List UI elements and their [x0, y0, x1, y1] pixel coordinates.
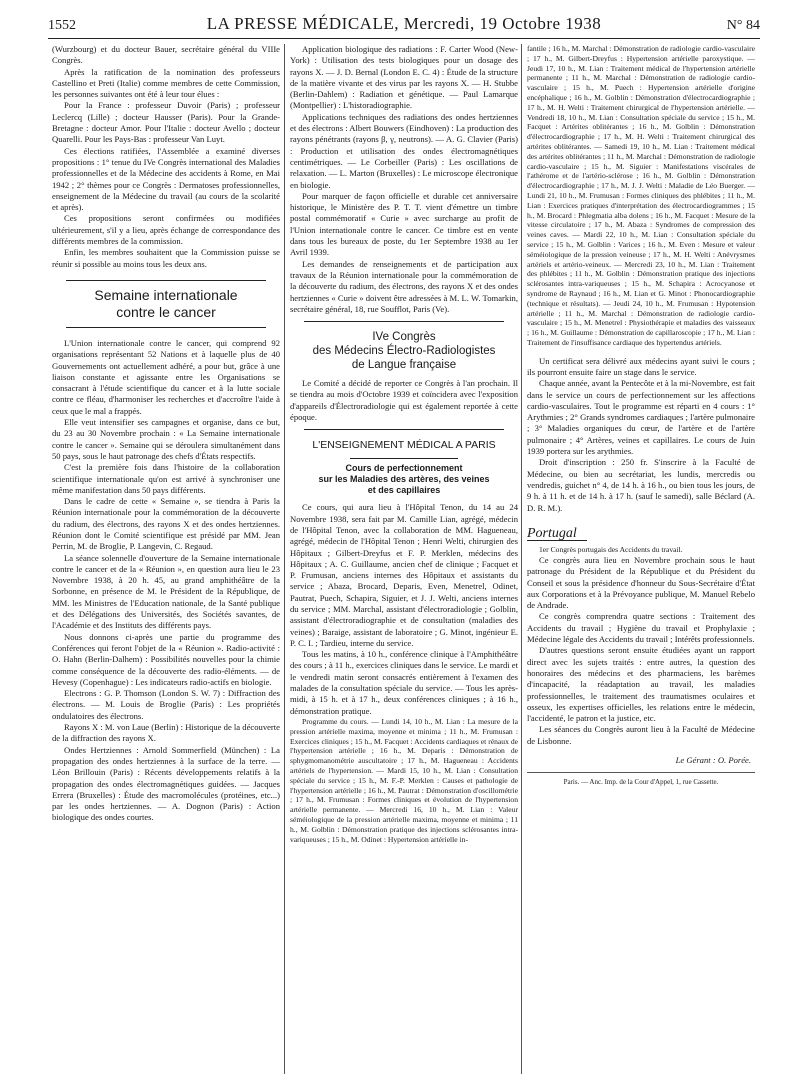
column-divider [521, 44, 522, 1074]
paragraph: Ces propositions seront confirmées ou modifiées ultérieurement, s'il y a lieu, après échange de correspondance des différents membres de la commission. [52, 213, 280, 247]
paragraph: La séance solennelle d'ouverture de la Semaine internationale contre le cancer et de la « Réunion », en question aura lieu le 23 Novembre 1938, à 20 h. 45, au grand amphithéâtre de la Sorbonne, en présence de M. le Président de la République, de MM. les Ministres de l'Education nationale, de la Santé publique et des Délégations des Universités, des Sociétés savantes, de l'Académie et des Instituts des différents pays. [52, 552, 280, 631]
paragraph: Chaque année, avant la Pentecôte et à la mi-Novembre, est fait dans le service un cours de perfectionnement sur les affections cardio-vasculaires. Tout le programme est réparti en 4 cours : 1° Arythmies ; 2° Grands syndromes cardiaques ; l'artère pulmonaire ; 3° Maladies organiques du cœur, de l'artère et de l'artère pulmonaire ; 4° Artères, veines et capillaires. Le cours de Juin 1939 portera sur les arythmies. [527, 378, 755, 457]
paragraph: Ce cours, qui aura lieu à l'Hôpital Tenon, du 14 au 24 Novembre 1938, sera fait par M. Camille Lian, agrégé, médecin de l'Hôpital Tenon, avec la collaboration de MM. Hagueneau, agrégé, médecin de l'Hôpital Tenon ; Henri Welti, chirurgien des Hôpitaux ; Gilbert-Dreyfus et F. P. Merklen, médecins des Hôpitaux ; A. C. Guillaume, ancien chef de clinique ; Facquet et P. Frumusan, anciens internes des Hôpitaux et assistants du service ; Abaza, Brocard, Deparis, Even, Menetrel, Odinet, Pautrat, Puech, Schapira, Siguier, et J. J. Welti, anciens internes du service ; MM. Marchal, assistant d'électroradiologie ; Golblin, assistant d'électroradiographie et de consultation (maladies des veines) ; Baraige, assistant de laboratoire ; G. Minot, ingénieur E. P. C. I. ; Tardieu, interne du service. [290, 502, 518, 648]
paragraph: Après la ratification de la nomination des professeurs Castellino et Preti (Italie) comme membres de cette Commission, les personnes suivantes ont été à leur tour élues : [52, 66, 280, 100]
paragraph: Pour marquer de façon officielle et durable cet anniversaire historique, le Ministère des P. T. T. vient d'émettre un timbre postal commémoratif « Curie » avec surcharge au profit de l'Union internationale contre le cancer. Ce timbre est en vente dans tous les bureaux de poste, du 1er Septembre 1938 au 1er Avril 1939. [290, 190, 518, 258]
paragraph: L'Union internationale contre le cancer, qui comprend 92 organisations représentant 52 Nations et à laquelle plus de 40 Gouvernements ont actuellement adhéré, a pour but, grâce à une liaison constante et agissante entre les Organisations se consacrant à l'étude scientifique du cancer et à la lutte sociale contre ce fléau, d'harmoniser les recherches et d'accroître l'aide à ceux que le mal a frappés. [52, 337, 280, 416]
paragraph: Ondes Hertziennes : Arnold Sommerfield (München) : La propagation des ondes hertziennes à la surface de la terre. — Léon Brillouin (Paris) : Récents développements relatifs à la propagation des ondes électromagnétiques guidées. — Jacques Errera (Bruxelles) : Étude des macromolécules (protéines, etc...) par les ondes hertziennes. — A. Dognon (Paris) : Action biologique des ondes courtes. [52, 744, 280, 823]
column-1 [52, 44, 280, 824]
paragraph: Droit d'inscription : 250 fr. S'inscrire à la Faculté de Médecine, ou bien au secrétariat, les lundis, mercredis ou vendredis, guichet n° 4, de 14 h. à 16 h., ou bien tous les jours, de 9 h. à 11 h. et de 14 h. à 17 h. (sauf le samedi), salle Béclard (A. D. R. M.). [527, 457, 755, 513]
paragraph: D'autres questions seront ensuite étudiées ayant un rapport direct avec les sujets traités : entre autres, la question des honoraires des médecins et des pharmaciens, les barèmes d'incapacité, la réadaptation au travail, les maladies professionnelles, le traitement des traumatismes oculaires et osseux, les expertises officielles, les relations entre le médecin, l'accidenté, le patron et la justice, etc. [527, 645, 755, 724]
course-program-continued: fantile ; 16 h., M. Marchal : Démonstration de radiologie cardio-vasculaire ; 17 h., M. Gilbert-Dreyfus : Hypertension artérielle paroxystique. — Jeudi 17, 10 h., M. Lian : Traitement médical de l'hypertension artérielle permanente ; 11 h., M. Marchal : Démonstration de radiologie cardio-vasculaire ; 15 h., M. Puech : Hypertension artérielle d'origine encéphalique ; 16 h., M. Golblin : Démonstration d'électrocardiographie ; 17 h., M. H. Welti : Traitement chirurgical de l'hypertension artérielle. — Vendredi 18, 10 h., M. Lian : Consultation spéciale du service ; 15 h., M. Facquet : Artérites oblitérantes ; 16 h., M. Golblin : Démonstration d'électrocardiographie ; 17 h., M. H. Welti : Traitement chirurgical des artérites oblitérantes. — Samedi 19, 10 h., M. Lian : Traitement médical des artérites oblitérantes ; 11 h., M. Marchal : Démonstration de radiologie cardio-vasculaire ; 15 h., M. Siguier : Manifestations viscérales de l'athérome et de l'artério-sclérose ; 16 h., M. Golblin : Démonstration d'électrocardiographie ; 17 h., M. J. J. Welti : Maladie de Léo Buerger. — Lundi 21, 10 h., M. Frumusan : Formes cliniques des phlébites ; 11 h., M. Lian : Exercices pratiques d'interprétation des électrocardiogrammes ; 15 h., M. Brocard : Phlegmatia alba dolens ; 16 h., M. Facquet : Mesure de la vitesse circulatoire ; 17 h., M. Abaza : Syndromes de compression des veines caves. — Mardi 22, 10 h., M. Lian : Consultation spéciale du service ; 15 h., M. Golblin : Varices ; 16 h., M. Even : Mesure et valeur séméiologique de la pression veineuse ; 17 h., M. H. Welti : Anévrysmes artériels et artério-veineux. — Mercredi 23, 10 h., M. Lian : Traitement des phlébites ; 11 h., M. Golblin : Démonstration pratique des injections sclérosantes intra-variqueuses ; 15 h., M. Schapira : Acrocyanose et syndrome de Raynaud ; 16 h., M. Lian et G. Minot : Phonocardiographie (technique et résultats). — Jeudi 24, 10 h., M. Frumusan : Hypotension artérielle ; 11 h., M. Marchal : Démonstration de radiologie cardio-vasculaire ; 15 h., M. Menetrel : Physiothérapie et maladies des vaisseaux ; 16 h., M. Guillaume : Démonstration de capillaroscopie ; 17 h., M. Lian : Traitement de l'insuffisance cardiaque des hypertendus artériels. [527, 44, 755, 347]
section-rule [304, 321, 504, 322]
paragraph: Pour la France : professeur Duvoir (Paris) ; professeur Leclercq (Lille) ; docteur Hausser (Paris). Pour la Grande-Bretagne : docteur Amor. Pour l'Italie : docteur Avello ; docteur Quarelli. Pour les Pays-Bas : professeur Van Luyt. [52, 100, 280, 145]
section-rule [304, 429, 504, 430]
paragraph: Elle veut intensifier ses campagnes et organise, dans ce but, du 23 au 30 Novembre prochain : « La Semaine internationale contre le cancer ». Semaine qui se déroulera simultanément dans 50 pays, sous le haut patronage des chefs d'États respectifs. [52, 417, 280, 461]
paragraph: C'est la première fois dans l'histoire de la collaboration scientifique internationale qu'on est arrivé à synchroniser une même manifestation dans 50 pays différents. [52, 462, 280, 495]
section-heading-teaching: L'ENSEIGNEMENT MÉDICAL A PARIS [312, 439, 496, 452]
heading-line: IVe Congrès [372, 331, 436, 344]
paragraph: (Wurzbourg) et du docteur Bauer, secrétaire général du VIIIe Congrès. [52, 44, 280, 66]
journal-title: LA PRESSE MÉDICALE, Mercredi, 19 Octobre 1938 [206, 14, 602, 33]
paragraph: Le Comité a décidé de reporter ce Congrès à l'an prochain. Il se tiendra au mois d'Octobre 1939 et coïncidera avec l'exposition d'appareils d'Électroradiologie qui est également reportée à cette époque. [290, 378, 518, 423]
column-3 [527, 44, 755, 789]
page-header [48, 4, 760, 39]
column-divider [284, 44, 285, 1074]
issue-number: N° 84 [726, 18, 760, 33]
page-number: 1552 [48, 18, 76, 33]
course-heading [290, 463, 518, 496]
section-heading-portugal: Portugal [527, 528, 587, 541]
paragraph: Un certificat sera délivré aux médecins ayant suivi le cours ; ils pourront ensuite faire un stage dans le service. [527, 355, 755, 377]
section-heading-cancer-week [66, 280, 266, 328]
heading-line: de Langue française [351, 359, 457, 372]
heading-line: Semaine internationale [94, 286, 238, 303]
heading-line: Cours de perfectionnement [345, 463, 463, 474]
paragraph: Les séances du Congrès auront lieu à la Faculté de Médecine de Lisbonne. [527, 724, 755, 746]
heading-line: sur les Maladies des artères, des veines [318, 474, 490, 485]
gerant-signature: Le Gérant : O. Porée. [675, 755, 751, 765]
column-2 [290, 44, 518, 844]
paragraph: Nous donnons ci-après une partie du programme des Conférences qui feront l'objet de la « Réunion ». Radio-activité : O. Hahn (Berlin-Dalhem) : Possibilités nouvelles pour la chimie comme conséquence de la découverte des radio-éléments. — de Hevesy (Copenhague) : Les indicateurs radio-actifs en biologie. [52, 631, 280, 687]
heading-line: et des capillaires [367, 485, 441, 496]
paragraph: Electrons : G. P. Thomson (London S. W. 7) : Diffraction des électrons. — M. Louis de Broglie (Paris) : Les propriétés ondulatoires des électrons. [52, 688, 280, 721]
course-program: Programme du cours. — Lundi 14, 10 h., M. Lian : La mesure de la pression artérielle maxima, moyenne et minima ; 11 h., M. Frumusan : Exercices cliniques ; 15 h., M. Facquet : Accidents cardiaques et rénaux de l'hypertension artérielle ; 16 h., M. Deparis : Démonstration de sphygmomanométrie auscultatoire ; 17 h., M. Hagueneau : Accidents artériels de l'hypertension. — Mardi 15, 10 h., M. Lian : Consultation spéciale du service ; 15 h., M. F.-P. Merklen : Causes et pathologie de l'hypertension artérielle ; 16 h., M. Pautrat : Démonstration d'oscillométrie ; 17 h., M. Frumusan : Formes cliniques et évolution de l'hypertension artérielle permanente. — Mercredi 16, 10 h., M. Lian : Valeur séméiologique de la pression artérielle maxima, moyenne et minima ; 11 h., M. Golblin : Démonstration pratique des injections sclérosantes intra-variqueuses ; 15 h., M. Odinet : Hypertension artérielle in- [290, 716, 518, 844]
paragraph: Ces élections ratifiées, l'Assemblée a examiné diverses propositions : 1° tenue du IVe Congrès international des Maladies professionnelles et de la Médecine des accidents à Rome, en Mai 1942 ; 2° thèmes pour ce Congrès : Dermatoses professionnelles, enseignement de la Médecine du travail (au cours de la scolarité et après). [52, 145, 280, 213]
paragraph: Application biologique des radiations : F. Carter Wood (New-York) : Utilisation des tests biologiques pour un dosage des rayons X. — J. D. Bernal (London E. C. 4) : Étude de la structure de la matière vivante et des virus par les rayons X. — H. Stubbe (Berlin-Dahlem) : Radiation et génétique. — Paul Lamarque (Montpellier) : L'historadiographie. [290, 44, 518, 111]
section-rule [350, 458, 458, 459]
paragraph: Ce congrès aura lieu en Novembre prochain sous le haut patronage du Président de la République et du Président du Conseil et sous la présidence d'honneur du Sous-Secrétaire d'État aux Corporations et à la Prévoyance publique, M. Manuel Rebelo de Andrade. [527, 554, 755, 611]
paragraph: Dans le cadre de cette « Semaine », se tiendra à Paris la Réunion internationale pour la commémoration de la découverte du radium, des électrons, des rayons X et des ondes hertziennes. Réunion dont le Comité scientifique est présidé par MM. Jean Perrin, M. de Broglie, P. Langevin, C. Regaud. [52, 496, 280, 552]
printer-line: Paris. — Anc. Imp. de la Cour d'Appel, 1, rue Cassette. [527, 772, 755, 788]
section-heading-congress [290, 330, 518, 372]
paragraph: Enfin, les membres souhaitent que la Commission puisse se réunir si possible au moins tous les deux ans. [52, 247, 280, 269]
heading-line: des Médecins Électro-Radiologistes [312, 345, 496, 358]
paragraph: Rayons X : M. von Laue (Berlin) : Historique de la découverte de la diffraction des rayons X. [52, 722, 280, 744]
paragraph: Ce congrès comprendra quatre sections : Traitement des Accidents du travail ; Hygiène du travail et Prophylaxie ; Médecine légale des Accidents du travail ; Intérêts professionnels. [527, 611, 755, 645]
portugal-subheading: 1er Congrès portugais des Accidents du travail. [539, 545, 683, 555]
paragraph: Applications techniques des radiations des ondes hertziennes et des électrons : Albert Bouwers (Eindhoven) : La production des rayons pénétrants (rayons β, γ, neutrons). — A. G. Clavier (Paris) : Production et utilisation des ondes électromagnétiques centimétriques. — Le Corbeiller (Paris) : Les oscillations de relaxation. — L. Marton (Bruxelles) : Le microscope électronique en biologie. [290, 111, 518, 190]
paragraph: Tous les matins, à 10 h., conférence clinique à l'Amphithéâtre des cours ; à 11 h., exercices cliniques dans le service. Le mardi et le vendredi matin seront consacrés entièrement à l'examen des malades de la consultation spéciale du service. — Tous les après-midi, à 15 h. et à 17 h., deux conférences cliniques ; à 16 h., démonstration pratique. [290, 649, 518, 716]
heading-line: contre le cancer [116, 303, 216, 320]
paragraph: Les demandes de renseignements et de participation aux travaux de la Réunion internationale pour la commémoration de la découverte du radium, des électrons, des rayons X et des ondes hertziennes « Curie » doivent être adressées à M. L. W. Tomarkin, secrétaire général, 18, rue Soufflot, Paris (Ve). [290, 258, 518, 314]
